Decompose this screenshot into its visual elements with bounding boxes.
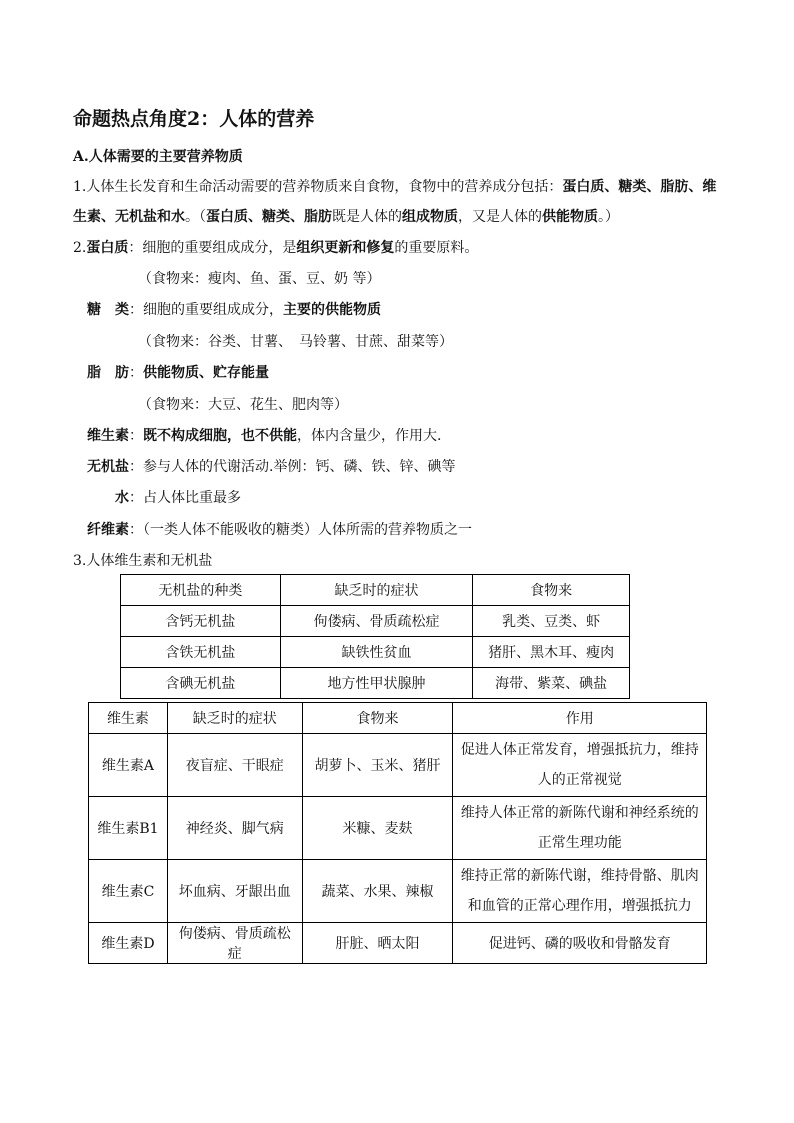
table-cell: 乳类、豆类、虾: [473, 606, 630, 637]
protein-text: ：细胞的重要组成成分，是: [128, 240, 297, 256]
table-cell: 维生素D: [89, 923, 168, 964]
water-label: 水: [115, 490, 129, 506]
table-header-row: [121, 575, 630, 606]
table-cell: 维生素A: [89, 734, 168, 797]
water-line: [115, 488, 241, 508]
table-cell: 海带、紫菜、碘盐: [473, 668, 630, 699]
p1-text: 。）: [598, 209, 619, 225]
p1-text: 1.人体生长发育和生命活动需要的营养物质来自食物，食物中的营养成分包括：: [73, 179, 563, 195]
table-cell: 含钙无机盐: [121, 606, 281, 637]
table-cell: 含铁无机盐: [121, 637, 281, 668]
table-row: [89, 860, 707, 923]
p1-text: 。（: [185, 209, 206, 225]
sugar-label: 糖 类: [87, 302, 129, 318]
fiber-line: [87, 520, 472, 540]
water-text: ：占人体比重最多: [129, 490, 241, 506]
fat-text: ：: [129, 365, 143, 381]
vitamin-label: 维生素: [87, 428, 129, 444]
sugar-line: [87, 300, 381, 320]
table-header-row: [89, 703, 707, 734]
table-row: [121, 668, 630, 699]
table-cell: 地方性甲状腺肿: [280, 668, 473, 699]
table-header-cell: 缺乏时的症状: [280, 575, 473, 606]
sugar-food: （食物来：谷类、甘薯、 马铃薯、甘蔗、甜菜等）: [138, 334, 453, 350]
section-a-heading: A.人体需要的主要营养物质: [73, 149, 243, 165]
mineral-text: ：参与人体的代谢活动.举例：钙、磷、铁、锌、碘等: [129, 459, 456, 475]
fat-food: （食物来：大豆、花生、肥肉等）: [138, 397, 348, 413]
fat-label: 脂 肪: [87, 365, 129, 381]
section-3-heading: 3.人体维生素和无机盐: [73, 553, 213, 569]
table-cell: 坏血病、牙龈出血: [167, 860, 302, 923]
table-row: [89, 923, 707, 964]
page-title: 命题热点角度2：人体的营养: [73, 108, 315, 130]
p1-text: 既是人体的: [332, 209, 402, 225]
protein-food: （食物来：瘦肉、鱼、蛋、豆、奶 等）: [138, 271, 381, 287]
table-row: [121, 606, 630, 637]
vitamin-table: [88, 702, 707, 964]
table-cell: 维生素B1: [89, 797, 168, 860]
protein-bold: 组织更新和修复: [296, 240, 395, 256]
table-header-cell: 食物来: [473, 575, 630, 606]
p1-text: ，又是人体的: [458, 209, 542, 225]
p1-bold: 蛋白质、糖类、脂肪: [206, 209, 332, 225]
table-header-cell: 维生素: [89, 703, 168, 734]
table-header-cell: 无机盐的种类: [121, 575, 281, 606]
table-cell: 夜盲症、干眼症: [167, 734, 302, 797]
table-row: [89, 734, 707, 797]
table-cell: 维持正常的新陈代谢，维持骨骼、肌肉和血管的正常心理作用，增强抵抗力: [453, 860, 707, 923]
paragraph-1-line-1: [73, 177, 716, 197]
p1-bold: 生素、无机盐和水: [73, 209, 185, 225]
table-cell: 促进人体正常发育，增强抵抗力，维持人的正常视觉: [453, 734, 707, 797]
table-cell: 胡萝卜、玉米、猪肝: [302, 734, 453, 797]
sugar-bold: 主要的供能物质: [283, 302, 381, 318]
vitamin-line: [87, 426, 441, 446]
table-header-cell: 作用: [453, 703, 707, 734]
sugar-text: ：细胞的重要组成成分，: [129, 302, 283, 318]
table-cell: 佝偻病、骨质疏松症: [280, 606, 473, 637]
vitamin-bold: 既不构成细胞，也不供能: [143, 428, 297, 444]
table-cell: 缺铁性贫血: [280, 637, 473, 668]
mineral-table: [120, 574, 630, 699]
protein-text: 的重要原料。: [394, 240, 479, 256]
table-cell: 促进钙、磷的吸收和骨骼发育: [453, 923, 707, 964]
p1-bold: 供能物质: [542, 209, 598, 225]
fat-line: [87, 363, 269, 383]
vitamin-text: ，体内含量少，作用大.: [297, 428, 442, 444]
table-cell: 猪肝、黑木耳、瘦肉: [473, 637, 630, 668]
table-row: [121, 637, 630, 668]
protein-label: 蛋白质: [86, 240, 129, 256]
protein-line: [73, 238, 478, 258]
table-cell: 佝偻病、骨质疏松症: [167, 923, 302, 964]
paragraph-1-line-2: [73, 207, 619, 227]
table-header-cell: 缺乏时的症状: [167, 703, 302, 734]
table-cell: 蔬菜、水果、辣椒: [302, 860, 453, 923]
mineral-line: [87, 457, 455, 477]
table-cell: 神经炎、脚气病: [167, 797, 302, 860]
mineral-label: 无机盐: [87, 459, 129, 475]
table-cell: 维持人体正常的新陈代谢和神经系统的正常生理功能: [453, 797, 707, 860]
table-row: [89, 797, 707, 860]
table-cell: 维生素C: [89, 860, 168, 923]
fat-bold: 供能物质、贮存能量: [143, 365, 269, 381]
fiber-text: ：（一类人体不能吸收的糖类）人体所需的营养物质之一: [129, 522, 472, 538]
table-cell: 肝脏、晒太阳: [302, 923, 453, 964]
table-cell: 含碘无机盐: [121, 668, 281, 699]
vitamin-text: ：: [129, 428, 143, 444]
item-number: 2.: [73, 240, 87, 256]
fiber-label: 纤维素: [87, 522, 129, 538]
p1-bold: 蛋白质、糖类、脂肪、维: [562, 179, 717, 195]
p1-bold: 组成物质: [402, 209, 458, 225]
table-cell: 米糠、麦麸: [302, 797, 453, 860]
table-header-cell: 食物来: [302, 703, 453, 734]
